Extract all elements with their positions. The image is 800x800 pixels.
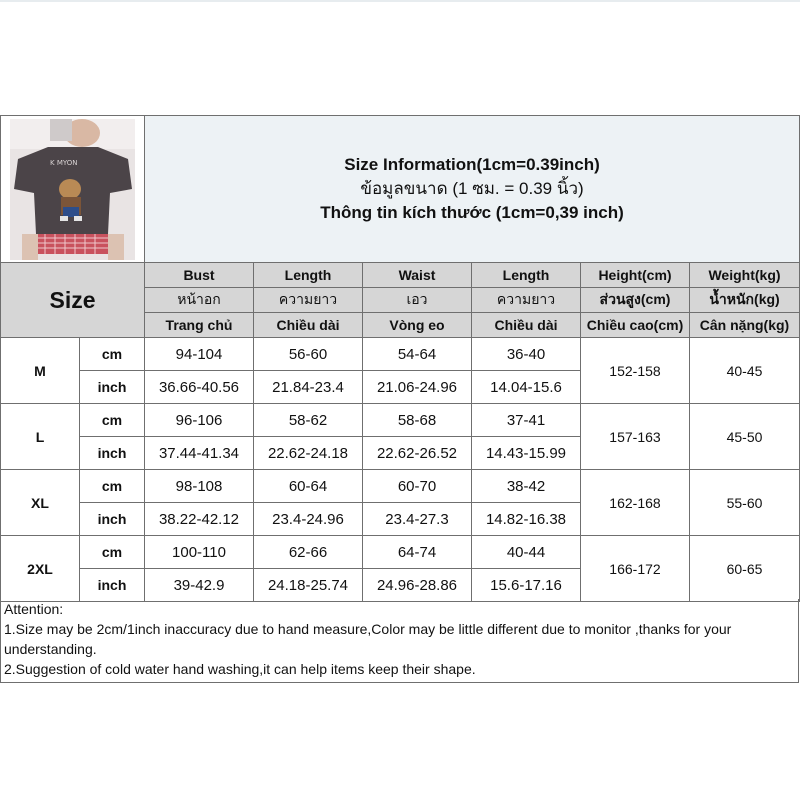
unit-cm: cm bbox=[80, 470, 145, 503]
col-bust-vi: Trang chủ bbox=[145, 313, 254, 338]
length-cm: 56-60 bbox=[254, 338, 363, 371]
height-range: 162-168 bbox=[581, 470, 690, 536]
unit-cm: cm bbox=[80, 338, 145, 371]
col-height-en: Height(cm) bbox=[581, 263, 690, 288]
table-row bbox=[1, 338, 800, 371]
waist-cm: 60-70 bbox=[363, 470, 472, 503]
col-length-vi: Chiều dài bbox=[254, 313, 363, 338]
length2-cm: 38-42 bbox=[472, 470, 581, 503]
header-thai: ข้อมูลขนาด (1 ซม. = 0.39 นิ้ว) bbox=[360, 179, 584, 198]
table-row bbox=[1, 536, 800, 569]
col-length-th: ความยาว bbox=[254, 288, 363, 313]
product-photo-cell bbox=[1, 116, 145, 263]
size-table bbox=[0, 115, 800, 602]
unit-inch: inch bbox=[80, 569, 145, 602]
bust-cm: 94-104 bbox=[145, 338, 254, 371]
col-waist-en: Waist bbox=[363, 263, 472, 288]
length2-inch: 14.43-15.99 bbox=[472, 437, 581, 470]
unit-cm: cm bbox=[80, 404, 145, 437]
col-length-en: Length bbox=[254, 263, 363, 288]
col-weight-en: Weight(kg) bbox=[690, 263, 800, 288]
size-column-header: Size bbox=[1, 263, 145, 338]
length2-inch: 14.82-16.38 bbox=[472, 503, 581, 536]
size-chart bbox=[0, 115, 800, 684]
waist-cm: 64-74 bbox=[363, 536, 472, 569]
size-label-l: L bbox=[1, 404, 80, 470]
bust-inch: 38.22-42.12 bbox=[145, 503, 254, 536]
bust-cm: 96-106 bbox=[145, 404, 254, 437]
col-height-vi: Chiều cao(cm) bbox=[581, 313, 690, 338]
length-cm: 58-62 bbox=[254, 404, 363, 437]
weight-range: 60-65 bbox=[690, 536, 800, 602]
length2-cm: 36-40 bbox=[472, 338, 581, 371]
height-range: 157-163 bbox=[581, 404, 690, 470]
notes-title: Attention: bbox=[4, 601, 64, 617]
length-inch: 24.18-25.74 bbox=[254, 569, 363, 602]
bust-cm: 98-108 bbox=[145, 470, 254, 503]
col-weight-vi: Cân nặng(kg) bbox=[690, 313, 800, 338]
size-label-xl: XL bbox=[1, 470, 80, 536]
length2-cm: 40-44 bbox=[472, 536, 581, 569]
unit-inch: inch bbox=[80, 371, 145, 404]
waist-inch: 22.62-26.52 bbox=[363, 437, 472, 470]
size-information-header bbox=[145, 116, 800, 263]
length2-inch: 15.6-17.16 bbox=[472, 569, 581, 602]
col-height-th: ส่วนสูง(cm) bbox=[581, 288, 690, 313]
bust-inch: 37.44-41.34 bbox=[145, 437, 254, 470]
unit-inch: inch bbox=[80, 437, 145, 470]
waist-inch: 24.96-28.86 bbox=[363, 569, 472, 602]
table-row bbox=[1, 404, 800, 437]
height-range: 166-172 bbox=[581, 536, 690, 602]
length-inch: 22.62-24.18 bbox=[254, 437, 363, 470]
size-label-m: M bbox=[1, 338, 80, 404]
col-bust-en: Bust bbox=[145, 263, 254, 288]
waist-cm: 54-64 bbox=[363, 338, 472, 371]
bust-inch: 36.66-40.56 bbox=[145, 371, 254, 404]
length-inch: 23.4-24.96 bbox=[254, 503, 363, 536]
svg-text:K MYON: K MYON bbox=[50, 158, 78, 167]
header-vietnamese: Thông tin kích thước (1cm=0,39 inch) bbox=[320, 203, 624, 222]
col-length2-vi: Chiều dài bbox=[472, 313, 581, 338]
attention-notes bbox=[0, 599, 799, 683]
weight-range: 55-60 bbox=[690, 470, 800, 536]
length-cm: 62-66 bbox=[254, 536, 363, 569]
size-label-2xl: 2XL bbox=[1, 536, 80, 602]
col-bust-th: หน้าอก bbox=[145, 288, 254, 313]
length2-inch: 14.04-15.6 bbox=[472, 371, 581, 404]
length-inch: 21.84-23.4 bbox=[254, 371, 363, 404]
product-photo bbox=[10, 119, 135, 260]
unit-cm: cm bbox=[80, 536, 145, 569]
bust-cm: 100-110 bbox=[145, 536, 254, 569]
col-length2-th: ความยาว bbox=[472, 288, 581, 313]
table-row bbox=[1, 470, 800, 503]
top-divider bbox=[0, 0, 800, 2]
col-waist-th: เอว bbox=[363, 288, 472, 313]
bust-inch: 39-42.9 bbox=[145, 569, 254, 602]
waist-cm: 58-68 bbox=[363, 404, 472, 437]
waist-inch: 23.4-27.3 bbox=[363, 503, 472, 536]
length-cm: 60-64 bbox=[254, 470, 363, 503]
header-english: Size Information(1cm=0.39inch) bbox=[344, 155, 600, 174]
note-measurement: 1.Size may be 2cm/1inch inaccuracy due to hand measure,Color may be little different due to monitor ,thanks for your understanding. bbox=[4, 621, 732, 657]
tshirt-model-image bbox=[10, 119, 135, 260]
height-range: 152-158 bbox=[581, 338, 690, 404]
col-length2-en: Length bbox=[472, 263, 581, 288]
note-washing: 2.Suggestion of cold water hand washing,it can help items keep their shape. bbox=[4, 661, 476, 677]
col-weight-th: น้ำหนัก(kg) bbox=[690, 288, 800, 313]
weight-range: 45-50 bbox=[690, 404, 800, 470]
col-waist-vi: Vòng eo bbox=[363, 313, 472, 338]
weight-range: 40-45 bbox=[690, 338, 800, 404]
waist-inch: 21.06-24.96 bbox=[363, 371, 472, 404]
unit-inch: inch bbox=[80, 503, 145, 536]
length2-cm: 37-41 bbox=[472, 404, 581, 437]
